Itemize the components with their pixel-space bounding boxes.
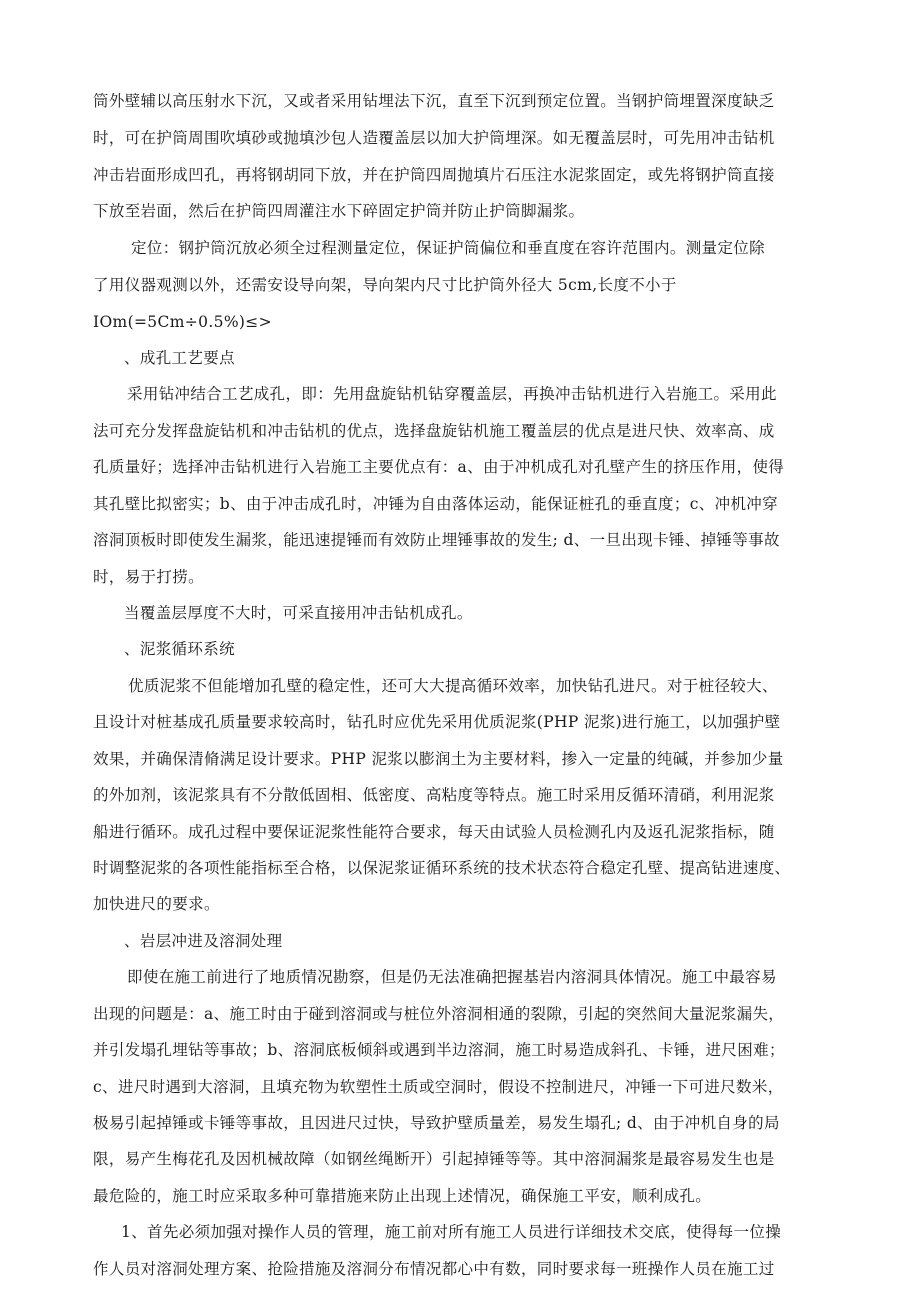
section-heading: 、成孔工艺要点 <box>124 349 235 367</box>
text-line: 下放至岩面，然后在护筒四周灌注水下碎固定护筒并防止护筒脚漏浆。 <box>93 202 585 220</box>
text-line: 极易引起掉锤或卡锤等事故，且因进尺过快，导致护壁质量差，易发生塌孔; d、由于冲机自身的局 <box>93 1114 780 1132</box>
text-line: 孔质量好；选择冲击钻机进行入岩施工主要优点有：a、由于冲机成孔对孔壁产生的挤压作用，使得 <box>93 458 785 476</box>
text-line: 当覆盖层厚度不大时，可采直接用冲击钻机成孔。 <box>124 604 473 622</box>
text-line: 溶洞顶板时即使发生漏浆，能迅速提锤而有效防止埋锤事故的发生; d、一旦出现卡锤、掉锤等事故 <box>93 531 780 549</box>
text-line: 并引发塌孔埋钻等事故；b、溶洞底板倾斜或遇到半边溶洞，施工时易造成斜孔、卡锤，进尺困难； <box>93 1041 785 1059</box>
text-line: 出现的问题是：a、施工时由于碰到溶洞或与桩位外溶洞相通的裂隙，引起的突然间大量泥浆漏失， <box>93 1005 785 1023</box>
text-line: 其孔壁比拟密实；b、由于冲击成孔时，冲锤为自由落体运动，能保证桩孔的垂直度；c、冲机冲穿 <box>93 495 779 513</box>
text-line: 的外加剂，该泥浆具有不分散低固相、低密度、高粘度等特点。施工时采用反循环清硝，利用泥浆 <box>93 786 775 804</box>
text-line: c、进尺时遇到大溶洞，且填充物为软塑性土质或空洞时，假设不控制进尺，冲锤一下可进尺数米， <box>93 1078 784 1096</box>
text-line: 效果，并确保清脩满足设计要求。PHP 泥浆以膨润土为主要材料，掺入一定量的纯碱，并参加少量 <box>93 750 784 768</box>
text-line: 限，易产生梅花孔及因机械故障（如钢丝绳断开）引起掉锤等等。其中溶洞漏浆是最容易发生也是 <box>93 1150 775 1168</box>
text-line: 作人员对溶洞处理方案、抢险措施及溶洞分布情况都心中有数，同时要求每一班操作人员在施工过 <box>93 1260 775 1278</box>
text-line: 且设计对桩基成孔质量要求较高时，钻孔时应优先采用优质泥浆(PHP 泥浆)进行施工，以加强护壁 <box>93 713 781 731</box>
text-line: 定位：钢护筒沉放必须全过程测量定位，保证护筒偏位和垂直度在容许范围内。测量定位除 <box>131 239 766 257</box>
text-line: 加快进尺的要求。 <box>93 895 220 913</box>
text-line: 冲击岩面形成凹孔，再将钢胡同下放，并在护筒四周抛填片石压注水泥浆固定，或先将钢护筒直接 <box>93 166 775 184</box>
text-line: 了用仪器观测以外，还需安设导向架，导向架内尺寸比护筒外径大 5cm,长度不小于 <box>93 276 677 294</box>
text-line: 时，易于打捞。 <box>93 568 204 586</box>
text-line: 采用钻冲结合工艺成孔，即：先用盘旋钻机钻穿覆盖层，再换冲击钻机进行入岩施工。采用此 <box>127 385 777 403</box>
text-line: 即使在施工前进行了地质情况勘察，但是仍无法准确把握基岩内溶洞具体情况。施工中最容易 <box>127 968 777 986</box>
text-line: 最危险的，施工时应采取多种可靠措施来防止出现上述情况，确保施工平安，顺利成孔。 <box>93 1187 712 1205</box>
section-heading: 、岩层冲进及溶洞处理 <box>124 932 283 950</box>
text-line: 船进行循环。成孔过程中要保证泥浆性能符合要求，每天由试验人员检测孔内及返孔泥浆指标，随 <box>93 823 775 841</box>
text-line: 优质泥浆不但能增加孔壁的稳定性，还可大大提高循环效率，加快钻孔进尺。对于桩径较大、 <box>128 677 778 695</box>
text-line: 法可充分发挥盘旋钻机和冲击钻机的优点，选择盘旋钻机施工覆盖层的优点是进尺快、效率高、成 <box>93 422 775 440</box>
text-line: 1、首先必须加强对操作人员的管理，施工前对所有施工人员进行详细技术交底，使得每一位操 <box>121 1223 782 1241</box>
text-line: 时，可在护筒周围吹填砂或抛填沙包人造覆盖层以加大护筒埋深。如无覆盖层时，可先用冲击钻机 <box>93 129 775 147</box>
text-line: 时调整泥浆的各项性能指标至合格，以保泥浆证循环系统的技术状态符合稳定孔壁、提高钻进速度、 <box>93 859 791 877</box>
text-line: IOm(=5Cm÷0.5%)≤> <box>93 313 272 331</box>
text-line: 筒外壁辅以高压射水下沉，又或者采用钻埋法下沉，直至下沉到预定位置。当钢护筒埋置深度缺乏 <box>93 92 775 110</box>
section-heading: 、泥浆循环系统 <box>124 640 235 658</box>
